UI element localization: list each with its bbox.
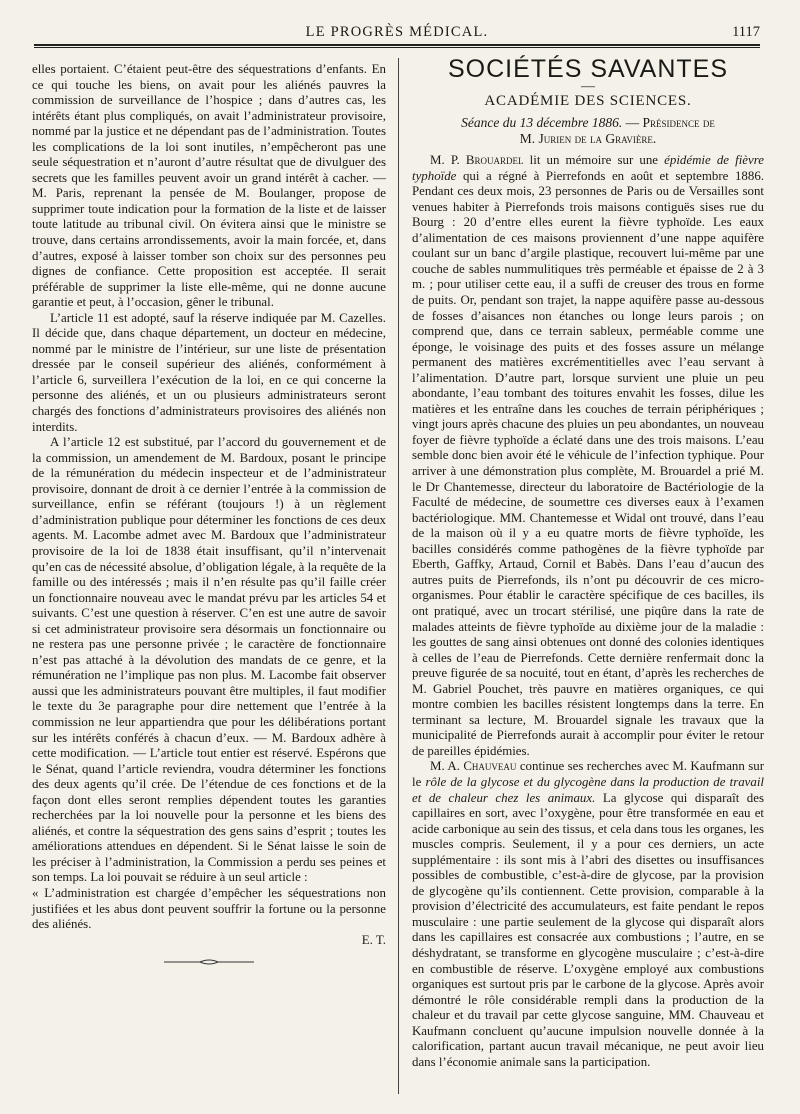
- subsection-title: ACADÉMIE DES SCIENCES.: [484, 92, 692, 109]
- signature-row: [32, 933, 386, 949]
- right-paragraph-1: [412, 153, 764, 759]
- p1-topic: épidémie de fièvre typhoïde: [412, 153, 764, 183]
- p1-body: qui a régné à Pierrefonds en août et septembre 1886. Pendant ces deux mois, 23 personnes de Paris ou de Versailles sont venues habiter à Pierrefonds trois maisons contiguës sises rue du Bourg : 20 d’entre elles eurent la fièvre typhoïde. Les eaux d’alimentation de ces maisons proviennent d’une nappe aquifère coulant sur un banc d’argile plastique, recouvert lui-même par une couche de sables nummulitiques très perméable et épaisse de 2 à 3 m. ; pour utiliser cette eau, il a suffi de creuser des trous en forme de puits. Or, pendant son trajet, la nappe aquifère passe au-dessous de fosses d’aisances non étanches ou longe leurs parois ; on comprend que, dans ce terrain sableux, perméable comme une éponge, le voisinage des puits et des fosses assure un mélange permanent des matières excrémentitielles avec l’eau servant à l’alimentation. D’autre part, lorsque survient une pluie un peu abondante, l’eau tombant des toitures envahit les fosses, dilue les matières et les entraîne dans les couches de terrain périphériques ; vingt jours après chacune des pluies un peu abondantes, un nouveau foyer de fièvre typhoïde a éclaté dans une des trois maisons. L’eau semble donc bien avoir été le véhicule de l’infection typhique. Pour arriver à une démonstration plus complète, M. Brouardel a prié M. le Dr Chantemesse, directeur du laboratoire de Bactériologie de la Faculté de médecine, de soumettre ces diverses eaux à l’examen bactériologique. MM. Chantemesse et Widal ont trouvé, dans l’eau de la maison où il y a eu quatre morts de fièvre typhoïde, les bacilles considérés comme pathogènes de la fièvre typhoïde par Eberth, Gaffky, Artaud, Cornil et Babès. Dans l’eau d’aucun des autres puits de Pierrefonds, ils n’ont pu découvrir de ces micro-organismes. Pour établir le caractère spécifique de ces bacilles, ils ont pratiqué, avec un trocart stérilisé, une piqûre dans la rate de malades atteints de fièvre typhoïde au dixième jour de la maladie : les gouttes de sang ainsi obtenues ont donné des colonies identiques à celles de l’eau de Pierrefonds. Cette dernière renfermait donc la preuve figurée de sa nocuité, tout en étant, d’après les recherches de M. Gabriel Pouchet, très pauvre en matières organiques, ce qui montre combien les bacilles résistent longtemps dans la terre. En terminant sa lecture, M. Brouardel signale les travaux que la municipalité de Pierrefonds aurait à accomplir pour éviter le retour de pareilles épidémies.: [412, 168, 764, 758]
- p2-topic: rôle de la glycose et du glycogène dans la production de travail et de chaleur chez les animaux.: [412, 774, 764, 805]
- left-paragraph-2: L’article 11 est adopté, sauf la réserve indiquée par M. Cazelles. Il décide que, dans chaque département, un docteur en médecine, nommé par le ministre de l’intérieur, sur une liste de présentation dressée par le conseil supérieur des aliénés, conformément à l’article 6, surveillera l’exécution de la loi, en ce qui concerne la personne des aliénés, et un ou plusieurs administrateurs seront chargés des fonctions d’administrateurs provisoires des aliénés non interdits.: [32, 310, 386, 434]
- p2-lead: continue ses recherches avec M. Kaufmann sur le: [412, 759, 764, 789]
- p1-lead: lit un mémoire sur une: [523, 153, 665, 168]
- session-presidency-1: — Présidence de: [625, 115, 715, 131]
- header-rule: [34, 47, 760, 48]
- right-column: [412, 55, 765, 1070]
- left-paragraph-4: « L’administration est chargée d’empêcher les séquestrations non justifiées et les abus dont peuvent souffrir la fortune ou la personne des aliénés.: [32, 885, 386, 932]
- signature: E. T.: [361, 932, 386, 947]
- author-brouardel: M. P. Brouardel: [430, 153, 524, 168]
- session-date: Séance du 13 décembre 1886.: [461, 115, 623, 131]
- page-number: 1117: [732, 24, 760, 40]
- right-paragraph-2: [412, 759, 764, 1070]
- p2-body: La glycose qui disparaît des capillaires en sort, avec l’oxygène, pour être transformée en eau et acide carbonique au sein des tissus, et cela dans tous les organes, les muscles compris. Seulement, il y a pour ces derniers, un acte supplémentaire : ils sont mis à l’abri des disettes ou insuffisances possibles de combustible, c’est-à-dire de glycose, par la provision de glycogène qu’ils contiennent. Cette provision, comparable à la provision d’électricité des accumulateurs, est faite pendant le repos musculaire : une partie seulement de la glycose qui disparaît alors dans les capillaires est consacrée aux combustions ; l’autre, en se déshydratant, se transforme en glycogène musculaire ; c’est-à-dire en combustible de réserve. L’oxygène employé aux combustions organiques est surtout pris par le carbone de la glycose. Après avoir démontré le rôle considérable rempli dans la production de la chaleur et du travail par cette glycose sanguine, MM. Chauveau et Kaufmann concluent qu’aucune impulsion nouvelle donnée à la calorification, partant aucun travail mécanique, ne peut avoir lieu dans l’économie animale sans la participation.: [412, 790, 765, 1069]
- ornament-divider: [32, 956, 386, 972]
- section-title: SOCIÉTÉS SAVANTES: [447, 55, 729, 83]
- left-paragraph-3: A l’article 12 est substitué, par l’accord du gouvernement et de la commission, un amendement de M. Bardoux, posant le principe de la rémunération du médecin inspecteur et de l’administrateur provisoire, donnant de droit à ce dernier l’entrée à la commission de surveillance, enfin se référant (toujours !) à un règlement d’administration publique pour déterminer les fonctions de ces deux agents. M. Lacombe admet avec M. Bardoux que l’administrateur provisoire de la loi de 1838 était insuffisant, qu’il n’intervenait qu’en cas de nécessité absolue, d’obligation légale, à la requête de la famille ou des intéressés ; mais il n’en résulte pas qu’il faille créer un fonctionnaire nouveau avec le mandat prévu par les articles 54 et suivants. C’est une question à réserver. C’en est une autre de savoir si cet administrateur provisoire sera désormais un fonctionnaire ou ne restera pas une personne privée ; le caractère de fonctionnaire n’est pas attaché à la dévolution des mandats de ce genre, et la rémunération ne l’implique pas non plus. M. Lacombe fait observer aussi que les administrateurs pouvant être multiples, il faut modifier le texte du 3e paragraphe pour dire nettement que l’entrée à la commission ne leur appartiendra que pour les délibérations portant sur les intérêts conférés à chacun d’eux. — M. Bardoux adhère à cette modification. — L’article tout entier est réservé. Espérons que le Sénat, quand l’article reviendra, voudra déterminer les fonctions des deux agents qu’il crée. De l’étendue de ces fonctions et de la façon dont elles seront remplies dépendent toutes les garanties recherchées par la loi nouvelle pour la personne et les biens des aliénés, et contre la séquestration des gens sains d’esprit ; toutes les améliorations attendues en dépendent. Si le Sénat laisse le soin de les préciser à l’administration, la Commission a perdu ses peines et son temps. La loi pouvait se réduire à un seul article :: [32, 435, 386, 885]
- author-chauveau: M. A. Chauveau: [430, 759, 517, 774]
- left-column: [32, 62, 386, 972]
- section-dash: —: [581, 78, 595, 94]
- left-paragraph-1: elles portaient. C’étaient peut-être des séquestrations d’enfants. En ce qui touche les biens, on avait pour les aliénés pauvres la commission de surveillance de l’hospice ; dans d’autres cas, les intérêts étant plus compliqués, on avait l’administrateur provisoire, nommé par la justice et ne dépendant pas de l’administration. Toutes les complications de la loi sont inutiles, n’empêcheront pas une seule séquestration et n’auront d’autre résultat que de divulguer des secrets que les familles peuvent avoir un grand intérêt à cacher. — M. Paris, reprenant la pensée de M. Boulanger, propose de supprimer toute indication pour la formation de la liste et de laisser toute latitude au tribunal civil. On évitera ainsi que le ministre se trouve, dans certains arrondissements, avoir la main forcée, et, dans d’autres, exposé à laisser tomber son choix sur des personnes peu dignes de confiance. Cette proposition est acceptée. Il serait préférable de supprimer la liste elle-même, qui ne donne aucune garantie et peut, à l’occasion, gêner le tribunal.: [32, 62, 386, 310]
- session-presidency-2: M. Jurien de la Gravière.: [519, 131, 657, 147]
- journal-title: LE PROGRÈS MÉDICAL.: [305, 24, 489, 40]
- closing-quote-row: [32, 886, 386, 933]
- session-heading: [412, 115, 764, 147]
- running-header: [34, 22, 760, 46]
- column-divider: [398, 58, 399, 1094]
- ornament-icon: [164, 958, 254, 966]
